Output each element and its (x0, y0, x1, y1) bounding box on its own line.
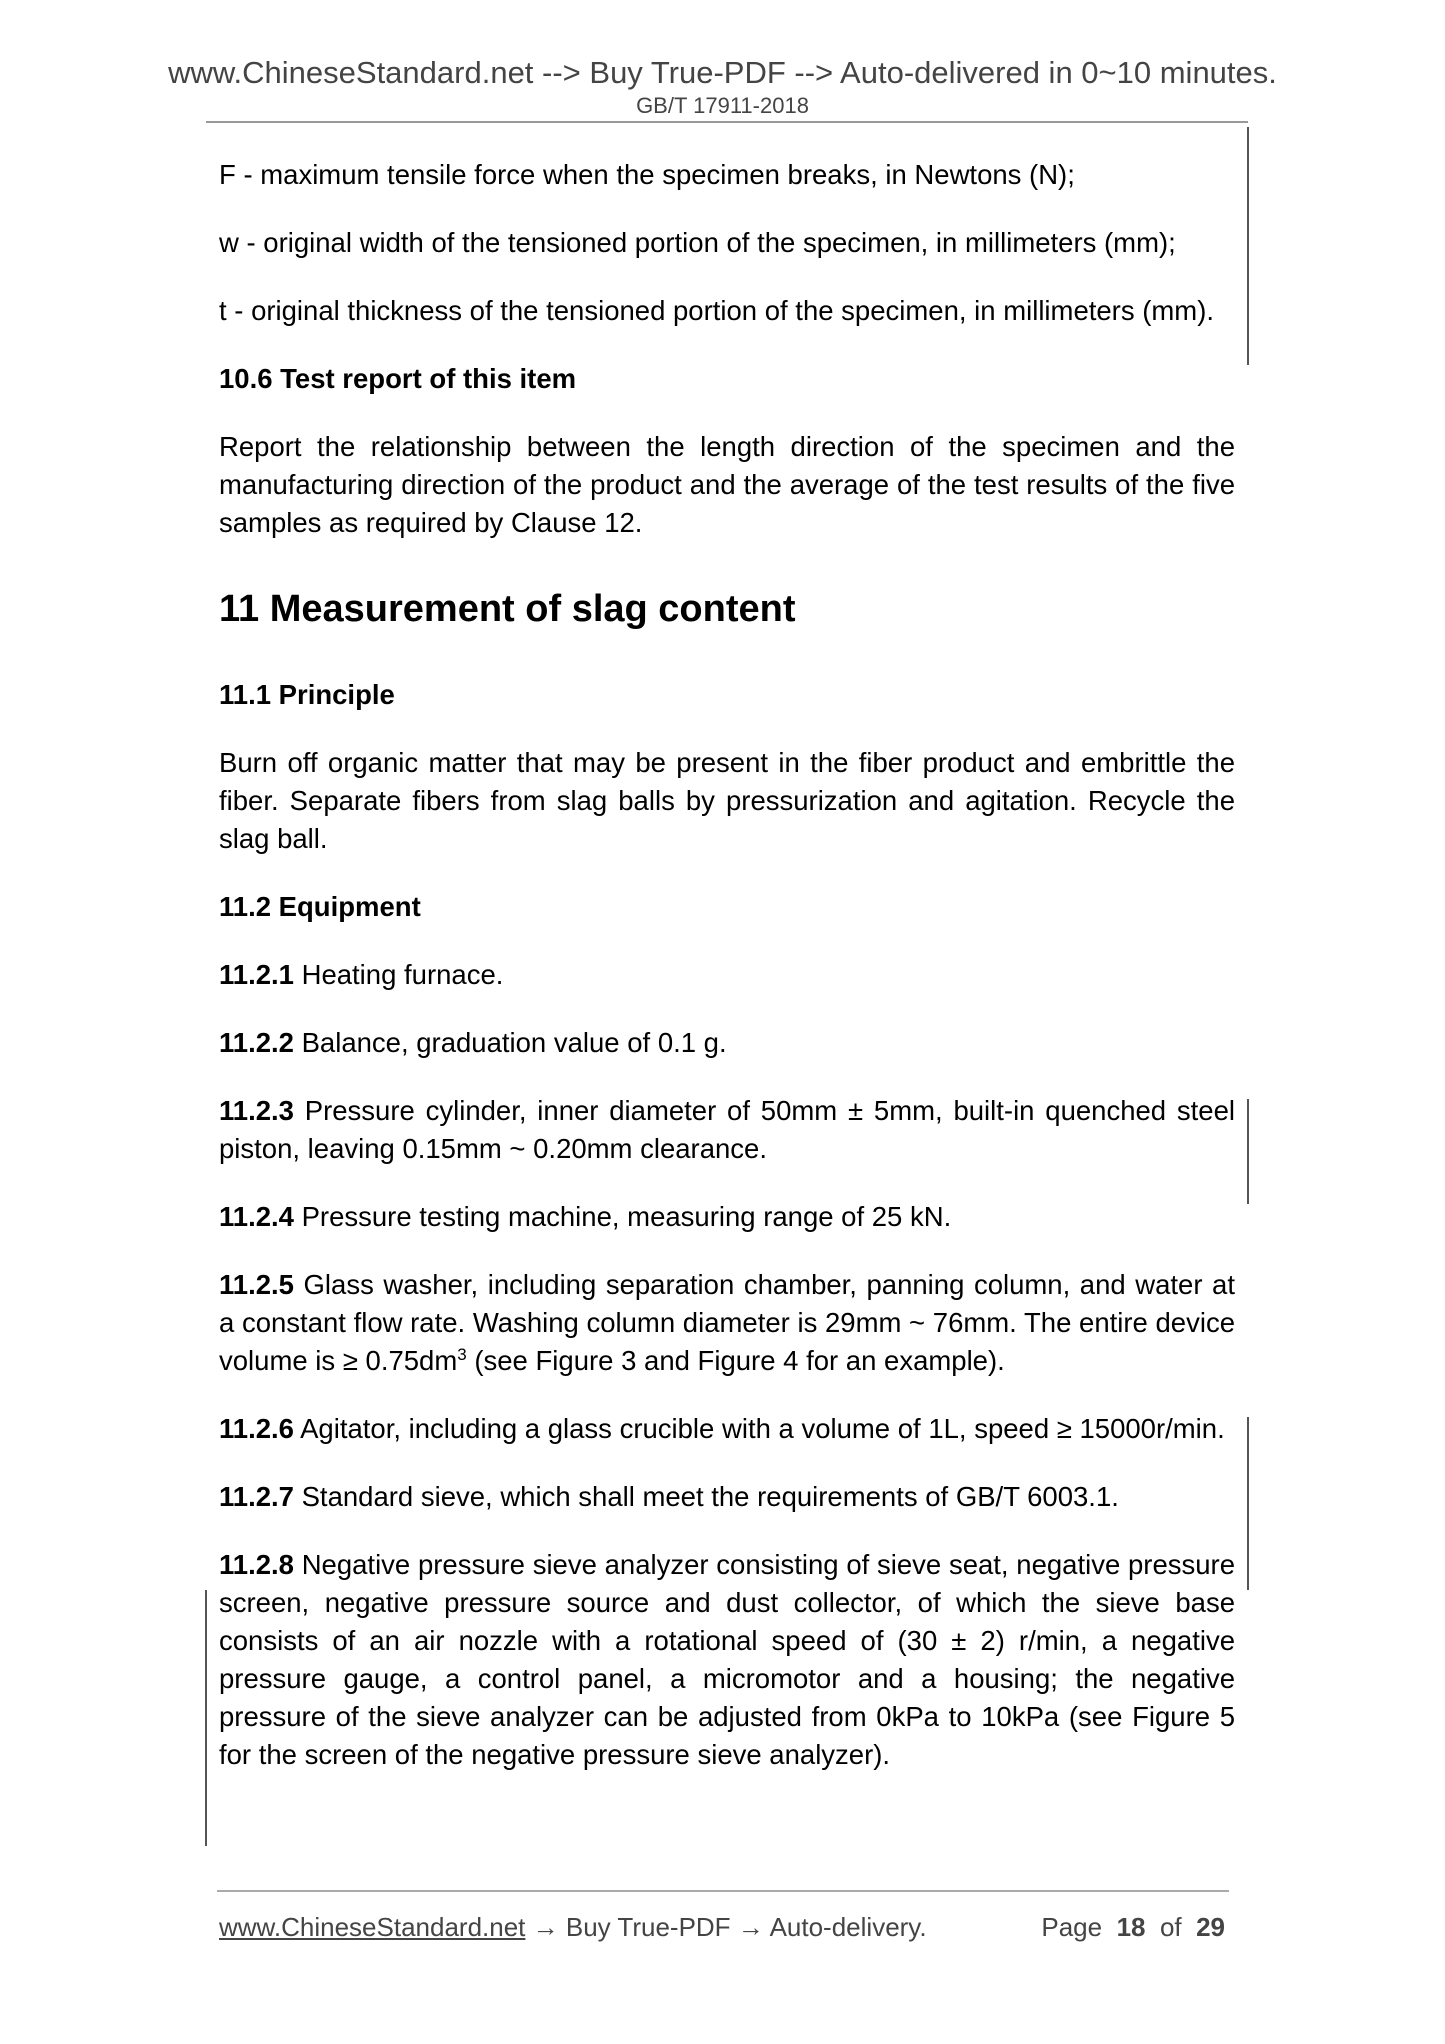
footer-link[interactable]: www.ChineseStandard.net (219, 1912, 526, 1942)
change-bar (1247, 1099, 1249, 1204)
header-banner: www.ChineseStandard.net --> Buy True-PDF --> Auto-delivered in 0~10 minutes. (168, 55, 1277, 90)
change-bar (205, 1590, 207, 1846)
item-11-2-4 (219, 1198, 1235, 1236)
def-f: F - maximum tensile force when the specimen breaks, in Newtons (N); (219, 159, 1075, 190)
footer-rule (217, 1890, 1229, 1892)
page-indicator (1041, 1912, 1225, 1943)
item-number: 11.2.3 (219, 1095, 294, 1126)
page-of: of (1159, 1912, 1182, 1942)
section-11-1-title: 11.1 Principle (219, 679, 395, 710)
footer-left (219, 1912, 927, 1943)
item-11-2-7 (219, 1478, 1235, 1516)
item-number: 11.2.4 (219, 1201, 294, 1232)
item-text-tail: (see Figure 3 and Figure 4 for an example). (466, 1345, 1005, 1376)
item-11-2-5 (219, 1266, 1235, 1380)
item-number: 11.2.8 (219, 1549, 294, 1580)
def-t: t - original thickness of the tensioned portion of the specimen, in millimeters (mm). (219, 295, 1214, 326)
item-11-2-8 (219, 1546, 1235, 1774)
item-text: Pressure testing machine, measuring range of 25 kN. (293, 1201, 952, 1232)
def-w: w - original width of the tensioned portion of the specimen, in millimeters (mm); (219, 227, 1176, 258)
page-total: 29 (1196, 1912, 1225, 1942)
change-bar (1247, 127, 1249, 365)
item-text: Agitator, including a glass crucible with a volume of 1L, speed ≥ 15000r/min. (293, 1413, 1225, 1444)
item-number: 11.2.2 (219, 1027, 294, 1058)
item-text: Heating furnace. (293, 959, 504, 990)
section-11-1-text: Burn off organic matter that may be present in the fiber product and embrittle the fiber. Separate fibers from slag balls by pressurization and agitation. Recycle the slag ball. (219, 747, 1235, 854)
item-11-2-6 (219, 1410, 1235, 1448)
standard-number: GB/T 17911-2018 (636, 93, 809, 118)
item-number: 11.2.5 (219, 1269, 294, 1300)
item-number: 11.2.6 (219, 1413, 294, 1444)
item-11-2-1 (219, 956, 1235, 994)
item-number: 11.2.7 (219, 1481, 294, 1512)
section-11-title: 11 Measurement of slag content (219, 588, 796, 630)
section-11-2-title: 11.2 Equipment (219, 891, 421, 922)
change-bar (1247, 1417, 1249, 1590)
footer-text: → Buy True-PDF → Auto-delivery. (525, 1912, 927, 1942)
header-rule (206, 121, 1248, 123)
item-number: 11.2.1 (219, 959, 294, 990)
page-number: 18 (1116, 1912, 1146, 1942)
document-body (219, 156, 1235, 1804)
section-10-6-text: Report the relationship between the length direction of the specimen and the manufacturing direction of the product and the average of the test results of the five samples as required by Clause 12. (219, 431, 1235, 538)
item-text: Negative pressure sieve analyzer consisting of sieve seat, negative pressure screen, negative pressure source and dust collector, of which the sieve base consists of an air nozzle with a rotational speed of (30 ± 2) r/min, a negative pressure gauge, a control panel, a micromotor and a housing; the negative pressure of the sieve analyzer can be adjusted from 0kPa to 10kPa (see Figure 5 for the screen of the negative pressure sieve analyzer). (219, 1549, 1235, 1770)
item-text: Pressure cylinder, inner diameter of 50mm ± 5mm, built-in quenched steel piston, leaving 0.15mm ~ 0.20mm clearance. (219, 1095, 1235, 1164)
item-text: Balance, graduation value of 0.1 g. (293, 1027, 727, 1058)
page-label: Page (1041, 1912, 1103, 1942)
superscript: 3 (457, 1344, 467, 1364)
item-11-2-3 (219, 1092, 1235, 1168)
footer (219, 1912, 1229, 1943)
section-10-6-title: 10.6 Test report of this item (219, 363, 577, 394)
item-text: Glass washer, including separation chamber, panning column, and water at a constant flow rate. Washing column diameter is 29mm ~ 76mm. The entire device volume is ≥ 0.75dm (219, 1269, 1235, 1376)
item-11-2-2 (219, 1024, 1235, 1062)
item-text: Standard sieve, which shall meet the requirements of GB/T 6003.1. (293, 1481, 1119, 1512)
